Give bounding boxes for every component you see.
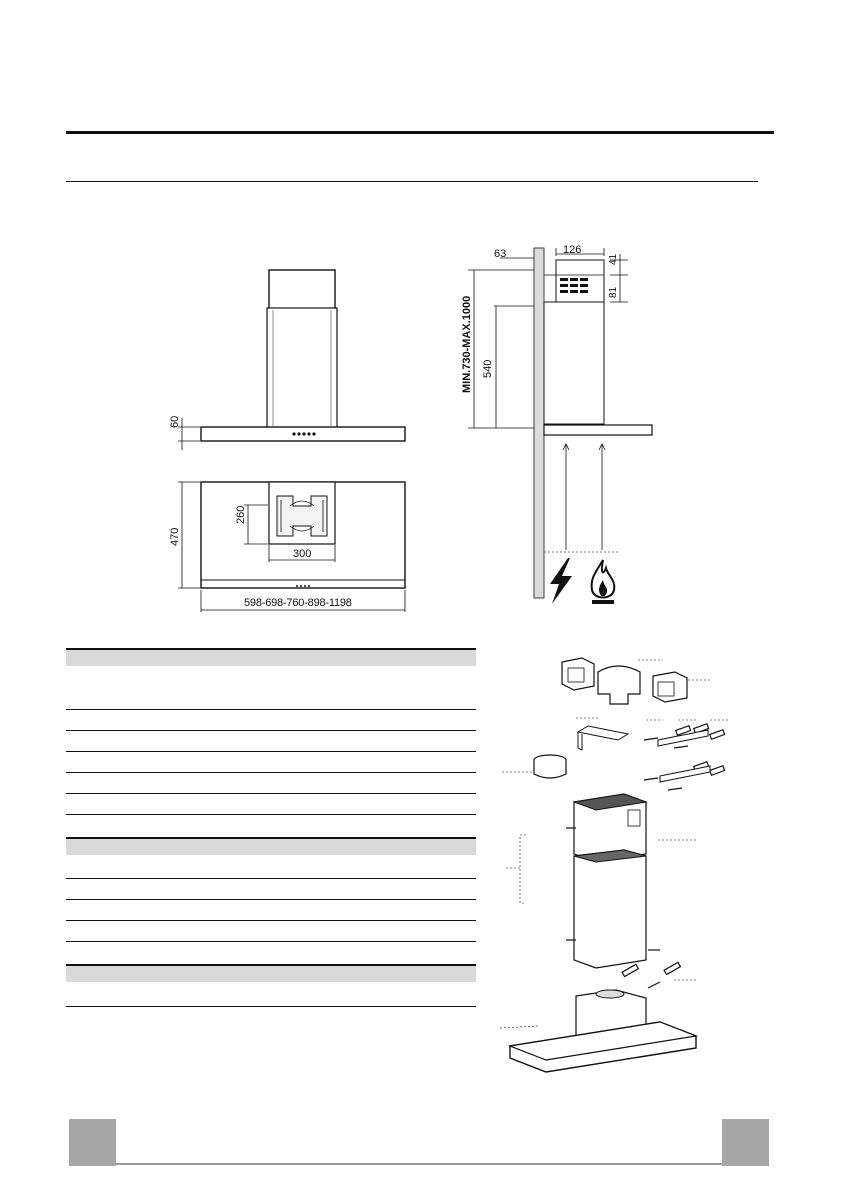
chimney-upper	[269, 270, 335, 310]
table1-header	[66, 648, 476, 666]
table-row	[66, 772, 476, 773]
duct-piece	[562, 658, 594, 690]
header-rule-thin	[66, 181, 758, 182]
table-row	[66, 730, 476, 731]
lightning-icon	[544, 556, 576, 606]
footer-box-left	[69, 1119, 116, 1166]
dim-plan-depth: 470	[169, 527, 181, 546]
table-row	[66, 1006, 476, 1007]
side-drawing	[460, 240, 680, 610]
lower-chimney	[574, 850, 646, 968]
dim-side-top-width: 126	[563, 244, 582, 256]
table-row	[66, 920, 476, 921]
table-row	[66, 793, 476, 794]
table-row	[66, 941, 476, 942]
table-row	[66, 814, 476, 815]
table-row	[66, 709, 476, 710]
dim-side-top-h2: 81	[608, 286, 619, 298]
dim-motor-width: 300	[293, 548, 312, 560]
wall	[534, 248, 544, 598]
footer-box-right	[722, 1119, 769, 1166]
dim-side-offset: 63	[494, 248, 507, 260]
flame-icon	[586, 558, 620, 606]
dim-motor-depth: 260	[235, 505, 247, 524]
exploded-parts-drawing	[498, 650, 738, 1090]
dim-hood-height: 60	[169, 415, 181, 428]
dim-side-chimney: 540	[482, 359, 494, 378]
table3-header	[66, 964, 476, 982]
parts-tables	[66, 648, 476, 1008]
table2-header	[66, 837, 476, 855]
table-row	[66, 751, 476, 752]
chimney-lower	[267, 308, 337, 428]
table-row	[66, 899, 476, 900]
hood-side	[544, 425, 652, 435]
table-row	[66, 878, 476, 879]
header-rule-thick	[66, 131, 774, 134]
footer-line	[116, 1163, 722, 1165]
chimney-side	[544, 302, 604, 424]
dim-side-range: MIN.730-MAX.1000	[461, 295, 473, 393]
dim-widths: 598-698-760-898-1198	[244, 597, 352, 609]
t-connector	[598, 666, 640, 704]
dim-side-top-h1: 41	[608, 253, 619, 265]
front-plan-drawing	[160, 260, 420, 620]
